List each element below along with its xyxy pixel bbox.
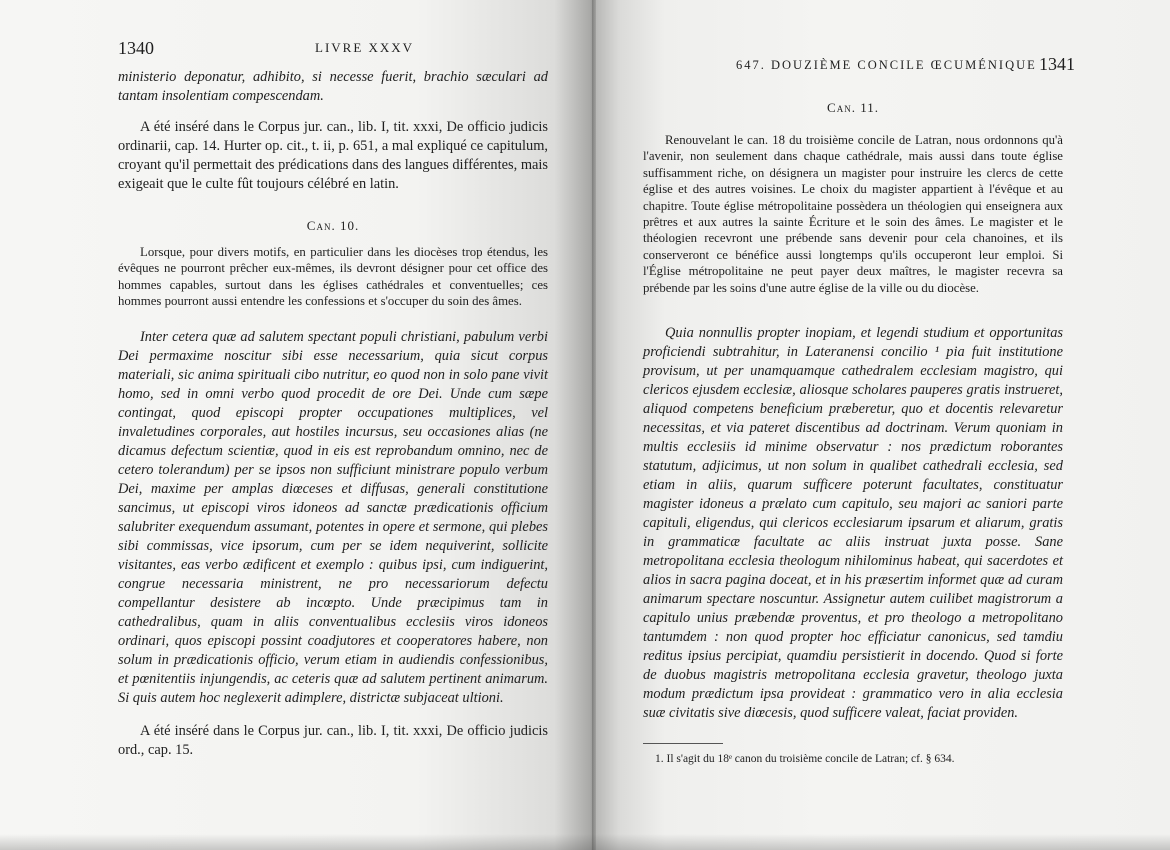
- running-head: LIVRE XXXV: [315, 40, 415, 55]
- left-page-body: [118, 68, 548, 760]
- running-head: 647. DOUZIÈME CONCILE ŒCUMÉNIQUE: [736, 58, 1037, 72]
- footnote: 1. Il s'agit du 18ᵉ canon du troisième concile de Latran; cf. § 634.: [655, 753, 955, 766]
- footnote-rule: [643, 743, 723, 744]
- canon-summary: Renouvelant le can. 18 du troisième concile de Latran, nous ordonnons qu'à l'avenir, non seulement dans chaque cathédrale, mais aussi dans toute église suffisamment riche, on désignera un magister pour instruire les clercs de cette église et des autres voisines. Le choix du magister appartient à l'évêque et au chapitre. Toute église métropolitaine possèdera un théologien qui enseignera aux prêtres et aux autres la sainte Écriture et le soin des âmes. Le magister et le théologien recevront une prébende sans devenir pour cela chanoines, et ils conserveront ce bénéfice aussi longtemps qu'ils occuperont leur emploi. Si l'Église métropolitaine ne peut payer deux maîtres, le magister recevra sa prébende par les soins d'une autre église de la ville ou du diocèse.: [643, 133, 1063, 295]
- page-number: 1341: [1039, 54, 1075, 74]
- page-number: 1340: [118, 38, 154, 58]
- canon-heading: Can. 11.: [827, 100, 879, 115]
- right-page: [596, 0, 1170, 850]
- page-edge-shadow: [0, 834, 1170, 850]
- footnote-area: [643, 743, 1063, 766]
- right-page-body: [643, 100, 1063, 766]
- paragraph-continuation: ministerio deponatur, adhibito, si necesse fuerit, brachio sæculari ad tantam insolentiam compescendam.: [118, 69, 548, 104]
- canon-latin-text: Inter cetera quæ ad salutem spectant populi christiani, pabulum verbi Dei permaxime noscitur sibi esse necessarium, quia sicut corpus materiali, sic anima spirituali cibo nutritur, eo quod non in solo pane vivit homo, sed in omni verbo quod procedit de ore Dei. Unde cum sæpe contingat, quod episcopi propter occupationes multiplices, vel invaletudines corporales, aut hostiles incursus, seu occasiones alias (ne dicamus defectum scientiæ, quod in eis est reprobandum omnino, nec de cetero tolerandum) per se ipsos non sufficiunt ministrare populo verbum Dei, maxime per amplas diœceses et diffusas, generali constitutione sancimus, ut episcopi viros idoneos ad sanctæ prædicationis officium salubriter exequendum assumant, potentes in opere et sermone, qui plebes sibi commissas, vice ipsorum, cum per se idem nequiverint, sollicite visitantes, eas verbo ædificent et exemplo : quibus ipsi, cum indiguerint, congrue necessaria ministrent, ne pro necessariorum defectu compellantur desistere ab incœpto. Unde præcipimus tam in cathedralibus, quam in aliis conventualibus ecclesiis viros idoneos ordinari, quos episcopi possint coadjutores et cooperatores habere, non solum in prædicationis officio, verum etiam in audiendis confessionibus, et pœnitentiis injungendis, ac ceteris quæ ad salutem pertinent animarum. Si quis autem hoc neglexerit adimplere, districtæ subjaceat ultioni.: [118, 328, 548, 706]
- canon-latin-text: Quia nonnullis propter inopiam, et legendi studium et opportunitas proficiendi subtrahitur, in Lateranensi concilio ¹ pia fuit institutione provisum, ut per unamquamque cathedralem ecclesiam magistro, qui clericos ejusdem ecclesiæ, aliosque scholares pauperes gratis instrueret, aliquod competens beneficium præberetur, quo et docentis relevaretur necessitas, et via pateret discentibus ad doctrinam. Verum quoniam in multis ecclesiis id minime observatur : nos prædictum roborantes statutum, adjicimus, ut non solum in qualibet cathedrali ecclesia, sed etiam in aliis, quarum sufficere poterunt facultates, constituatur magister idoneus a prælato cum capitulo, seu majori ac saniori parte capituli, eligendus, qui clericos ecclesiarum ipsarum et aliarum, gratis in grammaticæ facultate ac aliis instruat juxta posse. Sane metropolitana ecclesia theologum nihilominus habeat, qui sacerdotes et alios in sacra pagina doceat, et in his præsertim informet quæ ad curam animarum spectare noscuntur. Assignetur autem cuilibet magistrorum a capitulo unius præbendæ proventus, et pro theologo a metropolitano tantumdem : non quod propter hoc efficiatur canonicus, sed tamdiu reditus ipsius percipiat, quamdiu persistierit in docendo. Quod si forte de duobus magistris metropolitana ecclesia gravetur, theologo juxta modum prædictum ipsa provideat : grammatico vero in alia ecclesia suæ civitatis sive diœcesis, quod sufficere valeat, faciat providen.: [643, 325, 1063, 722]
- canon-summary: Lorsque, pour divers motifs, en particulier dans les diocèses trop étendus, les évêques ne pourront prêcher eux-mêmes, ils devront désigner pour cet office des hommes capables, surtout dans les églises cathédrales et conventuelles; ces hommes pourront aussi entendre les confessions et s'occuper du soin des âmes.: [118, 245, 548, 309]
- paragraph-reference: A été inséré dans le Corpus jur. can., lib. I, tit. xxxi, De officio judicis ord., cap. 15.: [118, 722, 548, 758]
- paragraph-commentary: A été inséré dans le Corpus jur. can., lib. I, tit. xxxi, De officio judicis ordinarii, cap. 14. Hurter op. cit., t. ii, p. 651, a mal expliqué ce capitulum, croyant qu'il permettait des prédications dans des langues différentes, mais exigeait que le culte fût toujours célébré en latin.: [118, 119, 548, 192]
- canon-heading: Can. 10.: [306, 218, 360, 233]
